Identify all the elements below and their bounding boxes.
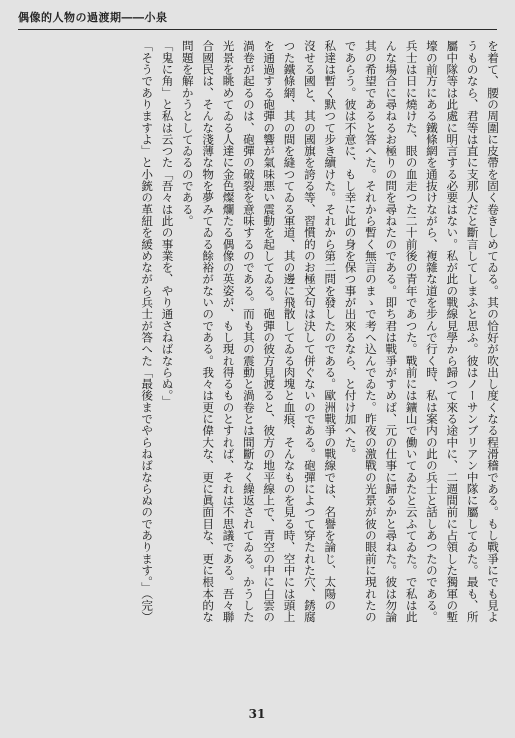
header-rule: [18, 29, 497, 30]
text-line: 「鬼に角」と私は云つた「吾々は此の事業を、やり通さねばならぬ。」: [160, 40, 175, 407]
text-line: 光景を眺めてゐる人達に金色燦爛たる偶像の英姿が、もし現れ得るものとすれば、それは不思議である。吾々聯: [221, 40, 236, 623]
text-line: つた鐵條網、其の間を縫つてゐる軍道、其の邊に飛散してゐる肉塊と血痕、そんなものを見る時、空中には頭上: [282, 40, 297, 623]
text-line: 兵士は日に燒けた、眼の血走つた二十前後の青年であつた。戰前には鑛山で働いてゐたと云ふてゐた。で私は此: [404, 40, 419, 623]
text-line: 其の希望であると答へた。それから暫く無言のまゝで考へ込んでゐた。昨夜の激戰の光景が彼の眼前に現れたの: [363, 40, 378, 623]
page-number: 31: [248, 707, 266, 721]
text-line: 「そうでありますよ」と小銃の革紐を緩めながら兵士が答へた「最後までやらねばならぬのであります。」（完）: [140, 40, 155, 623]
text-line: 合國民は、そんな淺薄な物を夢みてゐる餘裕がないのである。我々は更に偉大な、更に眞面目な、更に根本的な: [201, 40, 216, 623]
text-line: 渦卷が起るのは、砲彈の破裂を意味するのである。而も其の震動と渦卷とは間斷なく繰返されてゐる。かうした: [241, 40, 256, 623]
body-text: [11, 40, 503, 655]
text-line: んな場合に尋ねるお極りの問を尋ねたのである。即ち君は戰爭がすめば、元の仕事に歸るかと尋ねた。彼は勿論: [384, 40, 399, 623]
text-line: 壕の前方にある鐵條網を通抜けながら、複雜な道を步んで行く時、私は案内の此の兵士と話しあつたのである。: [424, 40, 439, 623]
text-line: 私達は暫く默つて步き續けた。それから第二問を發したのである。歐洲戰爭の戰線では、名譽を論じ、太陽の: [323, 40, 338, 611]
text-line: 沒せる國と、其の國旗を誇る等、習慣的のお極文句は決して併ぐないのである。砲彈によつて穿たれた穴、銹腐: [302, 40, 317, 623]
text-line: 屬中隊等は此處に明言する必要はない。私が此の戰線見學から歸つて來る途中に、二週間前に占領した獨軍の塹: [445, 40, 460, 623]
text-line: 問題を解かうとしてゐるのである。: [180, 40, 195, 227]
running-header: 偶像的人物の過渡期――小泉: [18, 11, 168, 24]
text-line: を通過する砲彈の響が氣味悪い震動を起してゐる。砲彈の彼方見渡ると、彼方の地平線上で、青空の中に白雲の: [262, 40, 277, 623]
text-line: うものなら、君等は直に支那人だと斷言してしまふと思ふ。彼はノーサンブリアン中隊に屬してゐた。最も、所: [465, 40, 480, 623]
text-line: であらう。彼は不意に、もし幸に此の身を保つ事が出來るなら、と付け加へた。: [343, 40, 358, 460]
text-line: を着て、腰の周圍に皮帶を固く卷きしめてゐる。其の恰好が吹出し度くなる程滑稽である。もし戰爭にでも見よ: [486, 40, 500, 623]
